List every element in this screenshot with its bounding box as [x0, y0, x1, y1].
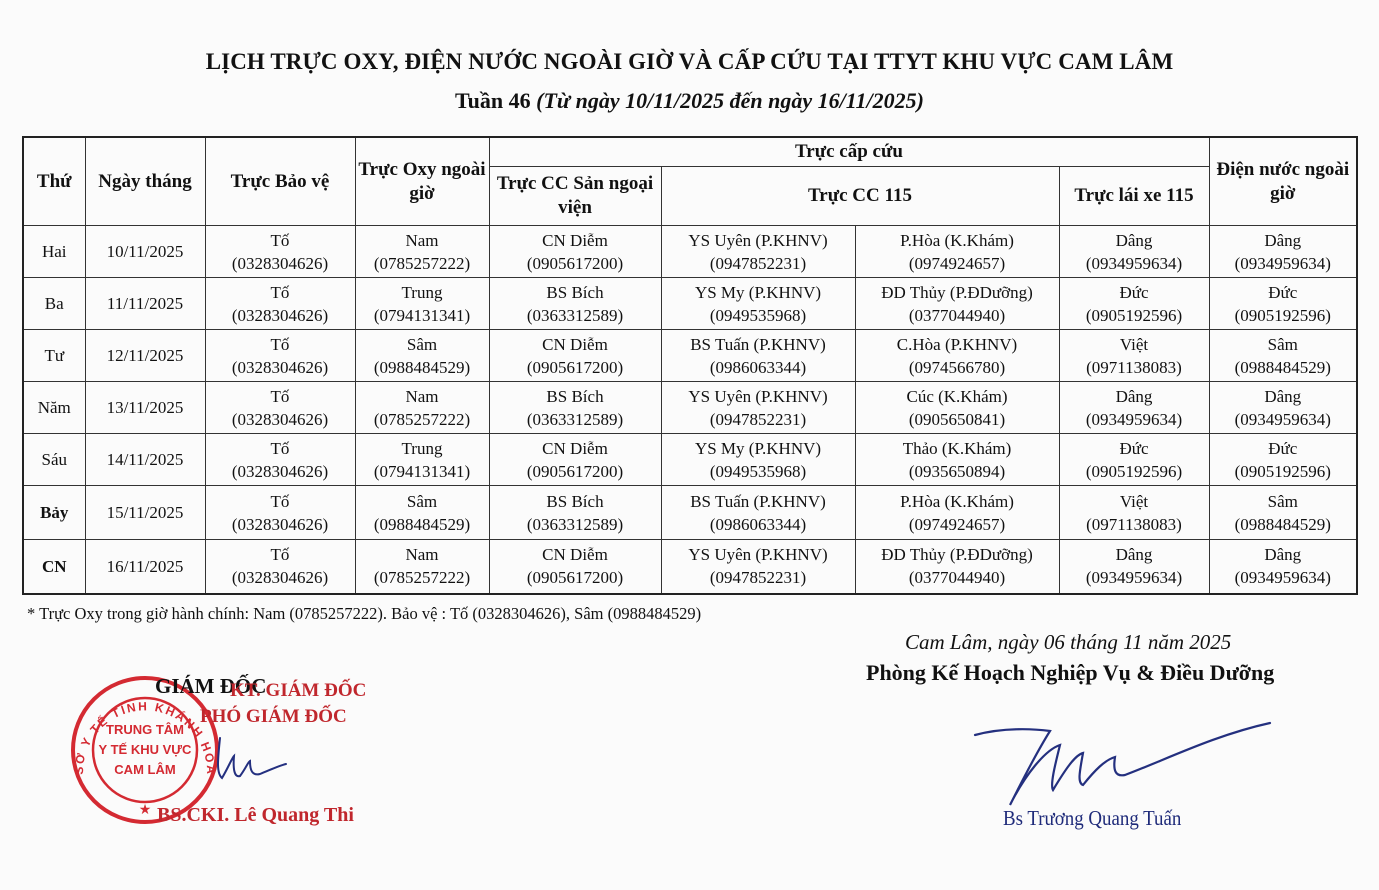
cell-oxy — [355, 486, 489, 540]
phone-number: (0905650841) — [908, 409, 1006, 429]
cell-cc-115-b — [855, 382, 1059, 434]
cell-date: 11/11/2025 — [85, 278, 205, 330]
phone-number: (0328304626) — [231, 253, 329, 273]
cell-cc-115-a — [661, 434, 855, 486]
cell-dien-nuoc — [1209, 330, 1357, 382]
person-name: Sâm — [1267, 334, 1298, 354]
person-name: Đức — [1119, 282, 1149, 302]
roster-body — [23, 226, 1357, 594]
cell-lai-xe — [1059, 434, 1209, 486]
table-row — [23, 540, 1357, 594]
cell-date: 13/11/2025 — [85, 382, 205, 434]
cell-cc-san — [489, 226, 661, 278]
phone-number: (0328304626) — [231, 514, 329, 534]
phone-number: (0949535968) — [709, 461, 807, 481]
phone-number: (0328304626) — [231, 305, 329, 325]
person-name: BS Tuấn (P.KHNV) — [690, 334, 826, 354]
department-name: Phòng Kế Hoạch Nghiệp Vụ & Điều Dưỡng — [866, 660, 1275, 685]
phone-number: (0363312589) — [526, 305, 624, 325]
phone-number: (0935650894) — [908, 461, 1006, 481]
person-name: BS Bích — [546, 386, 604, 406]
cell-cc-115-a — [661, 330, 855, 382]
table-row — [23, 278, 1357, 330]
phone-number: (0934959634) — [1085, 253, 1183, 273]
stamp-line-3: CAM LÂM — [114, 762, 176, 777]
person-name: Tố — [270, 491, 290, 511]
person-name: Trung — [401, 282, 443, 302]
cell-lai-xe — [1059, 382, 1209, 434]
cell-dien-nuoc — [1209, 434, 1357, 486]
phone-number: (0971138083) — [1086, 514, 1182, 534]
person-name: Sâm — [1267, 491, 1298, 511]
phone-number: (0905192596) — [1085, 305, 1183, 325]
cell-cc-115-a — [661, 226, 855, 278]
cell-day: Năm — [23, 382, 85, 434]
cell-day: Tư — [23, 330, 85, 382]
cell-dien-nuoc — [1209, 382, 1357, 434]
table-row — [23, 486, 1357, 540]
cell-cc-115-a — [661, 540, 855, 594]
cell-oxy — [355, 382, 489, 434]
phone-number: (0934959634) — [1085, 409, 1183, 429]
person-name: Đức — [1268, 282, 1298, 302]
date-range: (Từ ngày 10/11/2025 đến ngày 16/11/2025) — [536, 88, 924, 113]
cell-bao-ve — [205, 330, 355, 382]
cell-day: Hai — [23, 226, 85, 278]
person-name: Việt — [1119, 334, 1149, 354]
person-name: BS Bích — [546, 491, 604, 511]
footnote: * Trực Oxy trong giờ hành chính: Nam (0785257222). Bảo vệ : Tố (0328304626), Sâm (0988484529) — [27, 604, 702, 623]
phone-number: (0974566780) — [908, 357, 1006, 377]
phone-number: (0905192596) — [1234, 305, 1331, 325]
cell-lai-xe — [1059, 226, 1209, 278]
person-name: P.Hòa (K.Khám) — [900, 491, 1014, 511]
person-name: Đức — [1268, 438, 1298, 458]
cell-day: Ba — [23, 278, 85, 330]
cell-bao-ve — [205, 434, 355, 486]
person-name: Tố — [270, 545, 290, 565]
cell-cc-san — [489, 540, 661, 594]
person-name: Nam — [405, 230, 439, 250]
cell-bao-ve — [205, 540, 355, 594]
person-name: Trung — [401, 438, 443, 458]
cell-cc-115-b — [855, 486, 1059, 540]
person-name: YS My (P.KHNV) — [694, 282, 822, 302]
phone-number: (0905192596) — [1085, 461, 1183, 481]
cell-cc-san — [489, 330, 661, 382]
person-name: Tố — [270, 282, 290, 302]
cell-date: 12/11/2025 — [85, 330, 205, 382]
svg-text:★: ★ — [138, 803, 152, 818]
left-signer-name: BS.CKI. Lê Quang Thi — [157, 804, 354, 826]
person-name: BS Tuấn (P.KHNV) — [690, 491, 826, 511]
cell-cc-115-b — [855, 540, 1059, 594]
phone-number: (0794131341) — [373, 461, 471, 481]
person-name: Dâng — [1264, 386, 1302, 406]
phone-number: (0949535968) — [709, 305, 807, 325]
phone-number: (0363312589) — [526, 514, 624, 534]
deputy-director-title: PHÓ GIÁM ĐỐC — [200, 706, 347, 727]
phone-number: (0905617200) — [526, 357, 624, 377]
cell-bao-ve — [205, 226, 355, 278]
stamp-ring-text: SỞ Y TẾ TỈNH KHÁNH HÒA — [71, 699, 219, 777]
stamp-line-1: TRUNG TÂM — [106, 722, 184, 737]
person-name: YS Uyên (P.KHNV) — [688, 545, 828, 565]
person-name: P.Hòa (K.Khám) — [900, 230, 1014, 250]
person-name: C.Hòa (P.KHNV) — [896, 334, 1018, 354]
cell-dien-nuoc — [1209, 278, 1357, 330]
cell-lai-xe — [1059, 540, 1209, 594]
phone-number: (0905192596) — [1234, 461, 1331, 481]
header-dien-nuoc: Điện nước ngoài giờ — [1209, 137, 1357, 226]
phone-number: (0988484529) — [1234, 514, 1331, 534]
table-row — [23, 330, 1357, 382]
person-name: Tố — [270, 230, 290, 250]
document-title: LỊCH TRỰC OXY, ĐIỆN NƯỚC NGOÀI GIỜ VÀ CẤP CỨU TẠI TTYT KHU VỰC CAM LÂM — [205, 49, 1174, 74]
cell-cc-115-a — [661, 486, 855, 540]
phone-number: (0794131341) — [373, 305, 471, 325]
phone-number: (0988484529) — [373, 514, 471, 534]
phone-number: (0971138083) — [1086, 357, 1182, 377]
phone-number: (0986063344) — [709, 514, 807, 534]
person-name: CN Diễm — [542, 334, 608, 354]
phone-number: (0785257222) — [373, 409, 471, 429]
phone-number: (0934959634) — [1234, 409, 1331, 429]
left-signature-icon — [200, 728, 290, 788]
phone-number: (0785257222) — [373, 568, 471, 588]
right-signature-icon — [965, 715, 1285, 815]
cell-dien-nuoc — [1209, 486, 1357, 540]
person-name: Đức — [1119, 438, 1149, 458]
phone-number: (0974924657) — [908, 514, 1006, 534]
person-name: CN Diễm — [542, 230, 608, 250]
cell-day: Bảy — [23, 486, 85, 540]
header-cc-115: Trực CC 115 — [661, 167, 1059, 226]
cell-bao-ve — [205, 486, 355, 540]
cell-date: 15/11/2025 — [85, 486, 205, 540]
person-name: Thảo (K.Khám) — [902, 438, 1012, 458]
person-name: ĐD Thủy (P.ĐDưỡng) — [881, 282, 1033, 302]
person-name: YS Uyên (P.KHNV) — [688, 230, 828, 250]
cell-cc-san — [489, 382, 661, 434]
phone-number: (0328304626) — [231, 568, 329, 588]
header-bao-ve: Trực Bảo vệ — [205, 137, 355, 226]
cell-oxy — [355, 540, 489, 594]
person-name: Dâng — [1115, 230, 1153, 250]
phone-number: (0934959634) — [1234, 568, 1331, 588]
left-signature-block — [60, 668, 390, 848]
person-name: Tố — [270, 386, 290, 406]
person-name: Sâm — [406, 491, 438, 511]
person-name: BS Bích — [546, 282, 604, 302]
cell-cc-115-a — [661, 278, 855, 330]
cell-oxy — [355, 278, 489, 330]
header-cap-cuu: Trực cấp cứu — [489, 137, 1209, 167]
cell-lai-xe — [1059, 278, 1209, 330]
cell-cc-san — [489, 278, 661, 330]
header-ngay-thang: Ngày tháng — [85, 137, 205, 226]
cell-cc-115-b — [855, 278, 1059, 330]
table-row — [23, 382, 1357, 434]
person-name: Việt — [1119, 491, 1149, 511]
person-name: Dâng — [1264, 230, 1302, 250]
person-name: YS My (P.KHNV) — [694, 438, 822, 458]
header-lai-xe: Trực lái xe 115 — [1059, 167, 1209, 226]
phone-number: (0974924657) — [908, 253, 1006, 273]
cell-cc-115-b — [855, 434, 1059, 486]
phone-number: (0934959634) — [1234, 253, 1331, 273]
phone-number: (0988484529) — [373, 357, 471, 377]
cell-bao-ve — [205, 382, 355, 434]
header-thu: Thứ — [23, 137, 85, 226]
person-name: Dâng — [1115, 386, 1153, 406]
cell-cc-115-b — [855, 330, 1059, 382]
phone-number: (0785257222) — [373, 253, 471, 273]
phone-number: (0905617200) — [526, 461, 624, 481]
cell-date: 16/11/2025 — [85, 540, 205, 594]
person-name: Nam — [405, 545, 439, 565]
cell-date: 10/11/2025 — [85, 226, 205, 278]
cell-dien-nuoc — [1209, 540, 1357, 594]
header-cc-san: Trực CC Sản ngoại viện — [489, 167, 661, 226]
cell-cc-115-b — [855, 226, 1059, 278]
cell-lai-xe — [1059, 330, 1209, 382]
phone-number: (0377044940) — [908, 568, 1006, 588]
cell-oxy — [355, 434, 489, 486]
cell-cc-san — [489, 486, 661, 540]
cell-bao-ve — [205, 278, 355, 330]
person-name: Dâng — [1115, 545, 1153, 565]
person-name: Cúc (K.Khám) — [906, 386, 1008, 406]
person-name: Dâng — [1264, 545, 1302, 565]
person-name: Tố — [270, 438, 290, 458]
phone-number: (0988484529) — [1234, 357, 1331, 377]
cell-day: CN — [23, 540, 85, 594]
cell-oxy — [355, 226, 489, 278]
phone-number: (0328304626) — [231, 409, 329, 429]
phone-number: (0947852231) — [709, 253, 807, 273]
person-name: Nam — [405, 386, 439, 406]
header-oxy: Trực Oxy ngoài giờ — [355, 137, 489, 226]
person-name: CN Diễm — [542, 545, 608, 565]
phone-number: (0328304626) — [231, 357, 329, 377]
table-row — [23, 434, 1357, 486]
phone-number: (0328304626) — [231, 461, 329, 481]
person-name: CN Diễm — [542, 438, 608, 458]
cell-day: Sáu — [23, 434, 85, 486]
person-name: ĐD Thủy (P.ĐDưỡng) — [881, 545, 1033, 565]
table-row — [23, 226, 1357, 278]
document-subtitle — [0, 88, 1379, 114]
phone-number: (0947852231) — [709, 409, 807, 429]
phone-number: (0947852231) — [709, 568, 807, 588]
kt-director-title: KT. GIÁM ĐỐC — [230, 680, 367, 701]
phone-number: (0905617200) — [526, 568, 624, 588]
cell-cc-san — [489, 434, 661, 486]
cell-lai-xe — [1059, 486, 1209, 540]
phone-number: (0986063344) — [709, 357, 807, 377]
cell-dien-nuoc — [1209, 226, 1357, 278]
right-signer-name: Bs Trương Quang Tuấn — [1003, 806, 1182, 830]
cell-date: 14/11/2025 — [85, 434, 205, 486]
cell-oxy — [355, 330, 489, 382]
stamp-line-2: Y TẾ KHU VỰC — [98, 742, 192, 757]
roster-table — [22, 136, 1358, 595]
week-label: Tuần 46 — [455, 88, 531, 113]
place-date: Cam Lâm, ngày 06 tháng 11 năm 2025 — [905, 630, 1232, 654]
phone-number: (0934959634) — [1085, 568, 1183, 588]
cell-cc-115-a — [661, 382, 855, 434]
director-title: GIÁM ĐỐC — [155, 674, 267, 698]
person-name: Sâm — [406, 334, 438, 354]
person-name: YS Uyên (P.KHNV) — [688, 386, 828, 406]
phone-number: (0363312589) — [526, 409, 624, 429]
phone-number: (0377044940) — [908, 305, 1006, 325]
phone-number: (0905617200) — [526, 253, 624, 273]
person-name: Tố — [270, 334, 290, 354]
